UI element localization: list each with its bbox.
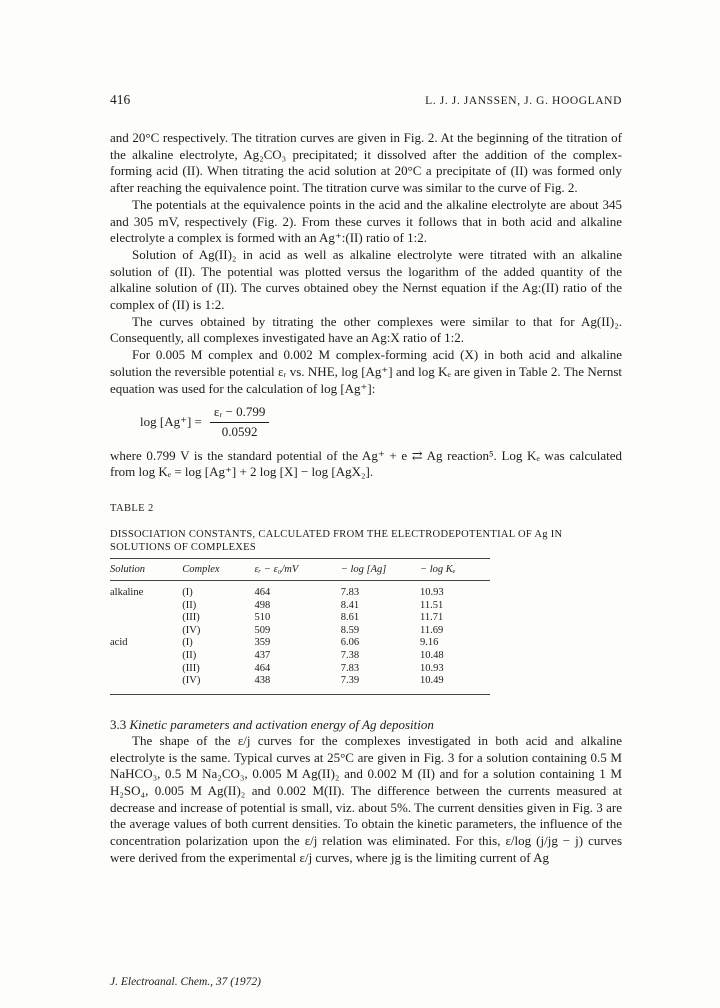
equation-lhs: log [Ag⁺] = (140, 414, 202, 430)
equation-numerator: εᵣ − 0.799 (210, 404, 270, 423)
table-cell (110, 650, 182, 663)
table-cell: 509 (254, 624, 271, 636)
table-cell: 438 (254, 675, 271, 687)
table-cell (110, 663, 182, 676)
column-header: − log Kₑ (420, 559, 490, 581)
table-cell: 9.16 (420, 637, 439, 649)
table-cell: 10.93 (420, 662, 444, 674)
table-cell: 7.38 (340, 650, 360, 662)
table-cell: (IV) (182, 624, 201, 636)
table-cell: 8.61 (340, 612, 360, 624)
table-cell: (III) (182, 662, 200, 674)
table-cell: acid (110, 637, 128, 649)
table-cell (110, 675, 182, 694)
column-header: Complex (182, 559, 254, 581)
body-text (110, 130, 622, 481)
table-cell (110, 600, 182, 613)
table-row (110, 650, 490, 663)
section-number: 3.3 (110, 716, 127, 732)
dissociation-constants-table (110, 558, 490, 695)
table-row (110, 675, 490, 694)
table-cell (110, 625, 182, 638)
section-heading (110, 717, 622, 733)
table-row (110, 625, 490, 638)
column-header: − log [Ag] (341, 559, 420, 581)
journal-footer: J. Electroanal. Chem., 37 (1972) (110, 976, 261, 988)
nernst-equation (140, 404, 622, 440)
table-row (110, 637, 490, 650)
page-number: 416 (110, 92, 131, 107)
table-row (110, 612, 490, 625)
table-cell: (I) (182, 587, 193, 599)
table-cell: 11.69 (420, 624, 444, 636)
section-body (110, 733, 622, 867)
column-header: εᵣ − ε₀/mV (255, 559, 341, 581)
table-cell: 359 (254, 637, 271, 649)
column-header: Solution (110, 559, 182, 581)
table-row (110, 663, 490, 676)
paragraph: Solution of Ag(II)₂ in acid as well as alkaline electrolyte were titrated with an alkaline solution of (II). The potential was plotted versus the logarithm of the added quantity of the alkaline solution of (II). The curves obtained obey the Nernst equation if the Ag:(II) ratio of the complex of (II) is 1:2. (110, 246, 622, 313)
table-cell: 7.83 (340, 587, 360, 599)
section-title: Kinetic parameters and activation energy of Ag deposition (129, 716, 434, 732)
page-content (110, 92, 622, 866)
table-cell: alkaline (110, 587, 144, 599)
table-cell: (IV) (182, 675, 201, 687)
table-header-row (110, 559, 490, 581)
table-cell: (I) (182, 637, 193, 649)
table-cell: 10.49 (420, 675, 444, 687)
table-cell: 8.41 (340, 599, 360, 611)
paragraph: The shape of the ε/j curves for the complexes investigated in both acid and alkaline electrolyte is the same. Typical curves at 25°C are given in Fig. 3 for a solution containing 0.5 M NaHCO₃, 0.5 M Na₂CO₃, 0.005 M Ag(II)₂ and 0.002 M (II) and for a solution containing 1 M H₂SO₄, 0.005 M Ag(II)₂ and 0.002 M(II). The difference between the currents measured at decrease and increase of potential is small, viz. about 5%. The current densities given in Fig. 3 are the average values of both current densities. To obtain the kinetic parameters, the influence of the concentration polarization upon the ε/j relation was eliminated. For this, ε/log (j/jg − j) curves were derived from the experimental ε/j curves, where jg is the limiting current of Ag (110, 732, 622, 865)
table-cell: 510 (254, 612, 271, 624)
table-cell: 10.93 (420, 587, 444, 599)
equation-fraction (210, 404, 270, 440)
table-cell: (III) (182, 612, 200, 624)
table-cell: 11.51 (420, 599, 444, 611)
table-cell: 498 (254, 599, 271, 611)
table-cell: 464 (254, 587, 271, 599)
paragraph: where 0.799 V is the standard potential of the Ag⁺ + e ⇄ Ag reaction⁵. Log Kₑ was calculated from log Kₑ = log [Ag⁺] + 2 log [X] − log [AgX₂]. (110, 447, 622, 480)
running-header (110, 92, 622, 108)
table-cell: (II) (182, 599, 197, 611)
table-cell: 8.59 (340, 624, 360, 636)
table-caption: DISSOCIATION CONSTANTS, CALCULATED FROM THE ELECTRODEPOTENTIAL OF Ag IN SOLUTIONS OF COMPLEXES (110, 529, 563, 554)
paragraph: For 0.005 M complex and 0.002 M complex-forming acid (X) in both acid and alkaline solution the reversible potential εᵣ vs. NHE, log [Ag⁺] and log Kₑ are given in Table 2. The Nernst equation was used for the calculation of log [Ag⁺]: (110, 347, 622, 396)
table-cell: 437 (254, 650, 271, 662)
table-row (110, 581, 490, 600)
table-cell: 7.83 (340, 662, 360, 674)
table-cell: 7.39 (340, 675, 360, 687)
equation-denominator: 0.0592 (221, 423, 258, 439)
table-cell: 11.71 (420, 612, 444, 624)
table-cell: 464 (254, 662, 271, 674)
table-cell: 10.48 (420, 650, 444, 662)
paragraph: The potentials at the equivalence points in the acid and the alkaline electrolyte are about 345 and 305 mV, respectively (Fig. 2). From these curves it follows that in both acid and alkaline electrolyte a complex is formed with an Ag⁺:(II) ratio of 1:2. (110, 196, 622, 246)
table-cell: 6.06 (340, 637, 360, 649)
table-cell (110, 612, 182, 625)
table-row (110, 600, 490, 613)
paragraph: The curves obtained by titrating the other complexes were similar to that for Ag(II)₂. Consequently, all complexes investigated have an Ag:X ratio of 1:2. (110, 313, 622, 346)
table-body (110, 581, 490, 695)
paragraph: and 20°C respectively. The titration curves are given in Fig. 2. At the beginning of the titration of the alkaline electrolyte, Ag₂CO₃ precipitated; it dissolved after the addition of the complex-forming acid (II). When titrating the acid solution at 20°C a precipitate of (II) was formed only after reaching the equivalence point. The titration curve was similar to the curve of Fig. 2. (110, 130, 622, 196)
running-authors: L. J. J. JANSSEN, J. G. HOOGLAND (425, 95, 622, 107)
table-label: TABLE 2 (110, 503, 154, 515)
table-cell: (II) (182, 650, 197, 662)
